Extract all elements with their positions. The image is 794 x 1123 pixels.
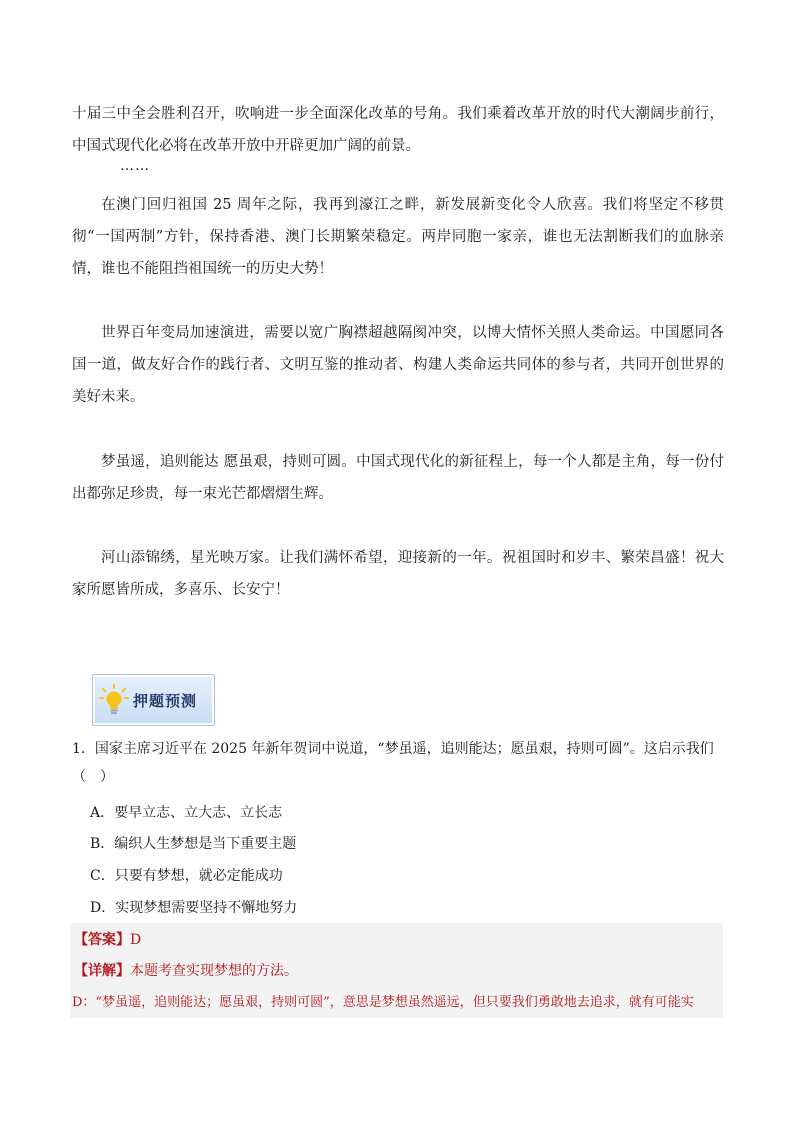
- paragraph-dream: 梦虽遥，追则能达 愿虽艰，持则可圆。中国式现代化的新征程上，每一个人都是主角，每一份付出都弥足珍贵，每一束光芒都熠熠生辉。: [72, 454, 724, 502]
- answer-value: D: [130, 932, 142, 948]
- paragraph-macau: 在澳门回归祖国 25 周年之际，我再到濠江之畔，新发展新变化令人欣喜。我们将坚定不移贯彻“一国两制”方针，保持香港、澳门长期繁荣稳定。两岸同胞一家亲，谁也无法割断我们的血脉亲情，谁也不能阻挡祖国统一的历史大势！: [72, 197, 724, 277]
- badge-label: 押题预测: [133, 692, 198, 710]
- option-c[interactable]: C．只要有梦想，就必定能成功: [90, 868, 283, 884]
- ellipsis: ……: [120, 158, 150, 174]
- detail-summary: 本题考查实现梦想的方法。: [130, 963, 298, 979]
- prediction-badge: [92, 674, 215, 726]
- detail-tag: 【详解】: [74, 963, 130, 979]
- detail-line: [74, 961, 298, 981]
- question-stem: 1．国家主席习近平在 2025 年新年贺词中说道，“梦虽遥，追则能达；愿虽艰，持则可圆”。这启示我们（ ）: [72, 741, 714, 785]
- option-b[interactable]: B．编织人生梦想是当下重要主题: [90, 836, 297, 852]
- paragraph-world: 世界百年变局加速演进，需要以宽广胸襟超越隔阂冲突，以博大情怀关照人类命运。中国愿同各国一道，做友好合作的践行者、文明互鉴的推动者、构建人类命运共同体的参与者，共同开创世界的美好未来。: [72, 325, 724, 405]
- paragraph-blessing: 河山添锦绣，星光映万家。让我们满怀希望，迎接新的一年。祝祖国时和岁丰、繁荣昌盛！祝大家所愿皆所成，多喜乐、长安宁！: [72, 550, 724, 598]
- answer-line: [74, 930, 141, 950]
- answer-tag: 【答案】: [74, 932, 130, 948]
- paragraph-reform: 十届三中全会胜利召开，吹响进一步全面深化改革的号角。我们乘着改革开放的时代大潮阔步前行，中国式现代化必将在改革开放中开辟更加广阔的前景。: [72, 106, 724, 154]
- option-d[interactable]: D．实现梦想需要坚持不懈地努力: [90, 900, 298, 916]
- lightbulb-icon: [99, 684, 129, 716]
- option-a[interactable]: A．要早立志、立大志、立长志: [90, 805, 283, 821]
- detail-explanation: D：“梦虽遥，追则能达；愿虽艰，持则可圆”，意思是梦想虽然遥远，但只要我们勇敢地去追求，就有可能实: [72, 995, 694, 1010]
